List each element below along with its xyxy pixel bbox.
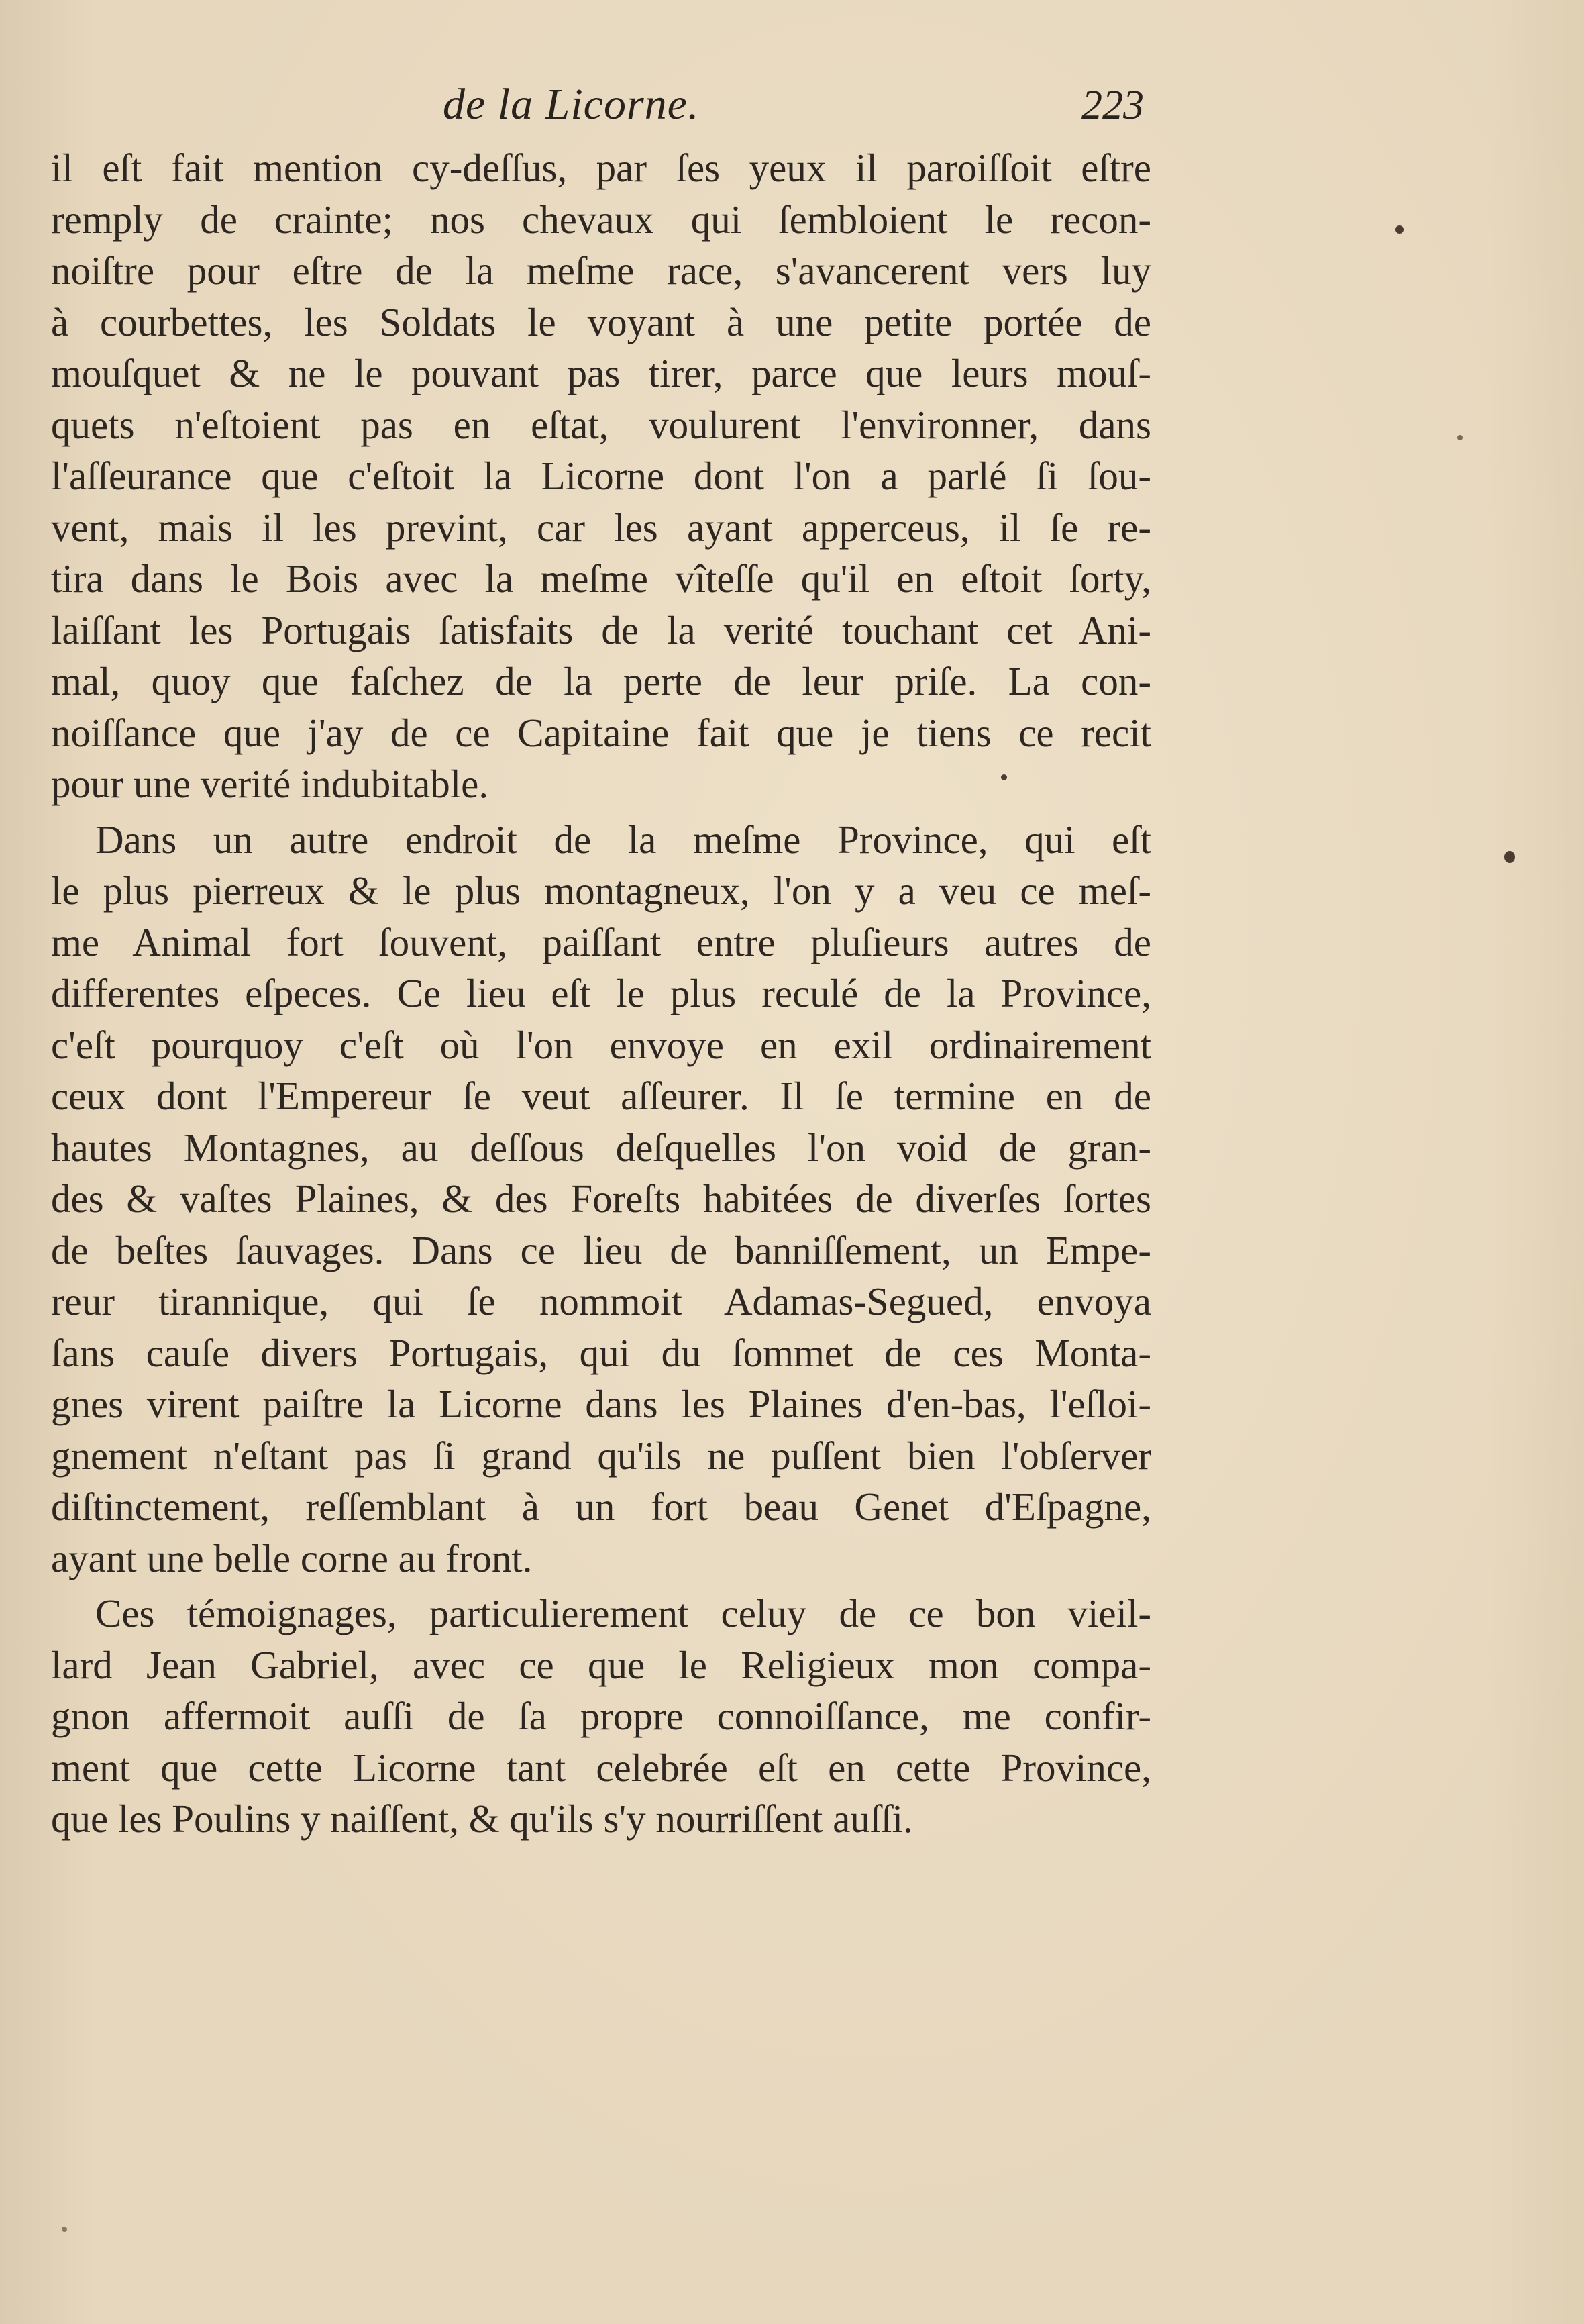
text-line: gnes virent paiſtre la Licorne dans les Plaines d'en-bas, l'eſloi-: [51, 1382, 1151, 1426]
text-line: diſtinctement, reſſemblant à un fort beau Genet d'Eſpagne,: [51, 1484, 1151, 1529]
page-number: 223: [1081, 83, 1144, 128]
text-line: des & vaſtes Plaines, & des Foreſts habitées de diverſes ſortes: [51, 1176, 1151, 1221]
text-line: gnon affermoit auſſi de ſa propre connoiſſance, me confir-: [51, 1694, 1151, 1738]
paper-speck: [62, 2227, 67, 2232]
paper-speck: [1504, 851, 1515, 863]
text-line: c'eſt pourquoy c'eſt où l'on envoye en exil ordinairement: [51, 1022, 1151, 1067]
paragraph-3: [51, 1588, 1151, 1845]
text-line: mal, quoy que faſchez de la perte de leur priſe. La con-: [51, 659, 1151, 703]
text-line: l'aſſeurance que c'eſtoit la Licorne dont l'on a parlé ſi ſou-: [51, 454, 1151, 498]
text-line: tira dans le Bois avec la meſme vîteſſe qu'il en eſtoit ſorty,: [51, 556, 1151, 601]
paragraph-2: [51, 814, 1151, 1584]
paper-speck: [1395, 225, 1404, 234]
text-line: remply de crainte; nos chevaux qui ſembloient le recon-: [51, 197, 1151, 242]
text-line: ceux dont l'Empereur ſe veut aſſeurer. Il ſe termine en de: [51, 1074, 1151, 1118]
text-line: lard Jean Gabriel, avec ce que le Religieux mon compa-: [51, 1642, 1151, 1687]
paragraph-1: [51, 142, 1151, 810]
text-line: reur tirannique, qui ſe nommoit Adamas-Segued, envoya: [51, 1279, 1151, 1323]
text-line: Dans un autre endroit de la meſme Province, qui eſt: [95, 817, 1151, 862]
text-line: ſans cauſe divers Portugais, qui du ſommet de ces Monta-: [51, 1330, 1151, 1375]
paper-speck: [1001, 774, 1007, 780]
text-line: pour une verité indubitable.: [51, 762, 489, 806]
text-line: mouſquet & ne le pouvant pas tirer, parce que leurs mouſ-: [51, 351, 1151, 395]
text-line: de beſtes ſauvages. Dans ce lieu de banniſſement, un Empe-: [51, 1227, 1151, 1272]
text-line: differentes eſpeces. Ce lieu eſt le plus reculé de la Province,: [51, 971, 1151, 1015]
text-line: que les Poulins y naiſſent, & qu'ils s'y nourriſſent auſſi.: [51, 1797, 913, 1841]
text-line: ayant une belle corne au front.: [51, 1535, 533, 1580]
text-line: gnement n'eſtant pas ſi grand qu'ils ne puſſent bien l'obſerver: [51, 1433, 1151, 1478]
text-line: laiſſant les Portugais ſatisfaits de la verité touchant cet Ani-: [51, 607, 1151, 652]
text-line: noiſſance que j'ay de ce Capitaine fait que je tiens ce recit: [51, 710, 1151, 755]
text-line: hautes Montagnes, au deſſous deſquelles l'on void de gran-: [51, 1125, 1151, 1170]
text-line: noiſtre pour eſtre de la meſme race, s'avancerent vers luy: [51, 248, 1151, 293]
text-line: Ces témoignages, particulierement celuy de ce bon vieil-: [95, 1591, 1151, 1635]
body-text: [51, 142, 1151, 1845]
paper-speck: [1457, 435, 1463, 440]
running-title: de la Licorne.: [443, 80, 700, 129]
text-line: à courbettes, les Soldats le voyant à une petite portée de: [51, 299, 1151, 344]
text-line: le plus pierreux & le plus montagneux, l'on y a veu ce meſ-: [51, 868, 1151, 913]
text-line: quets n'eſtoient pas en eſtat, voulurent l'environner, dans: [51, 402, 1151, 447]
text-line: me Animal fort ſouvent, paiſſant entre pluſieurs autres de: [51, 919, 1151, 964]
text-line: ment que cette Licorne tant celebrée eſt en cette Province,: [51, 1745, 1151, 1790]
text-line: vent, mais il les prevint, car les ayant apperceus, il ſe re-: [51, 505, 1151, 550]
text-line: il eſt fait mention cy-deſſus, par ſes yeux il paroiſſoit eſtre: [51, 146, 1151, 190]
